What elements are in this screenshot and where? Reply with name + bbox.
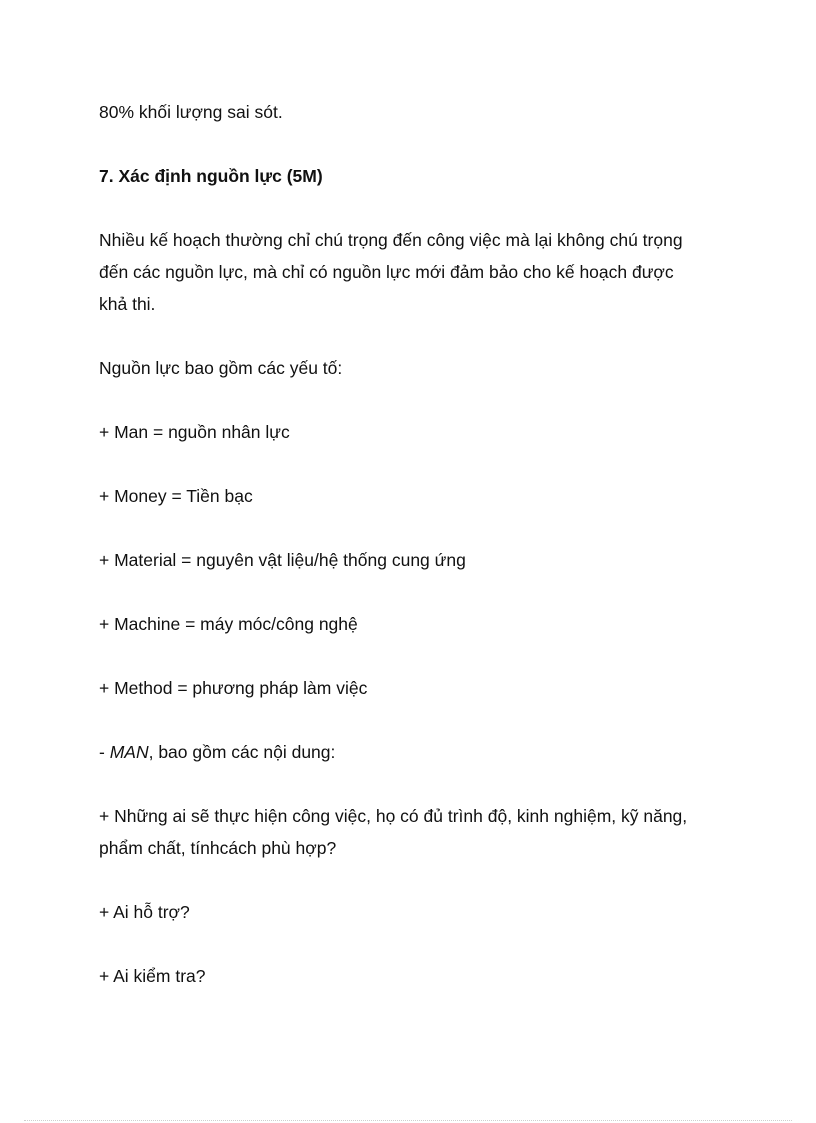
- man-intro-emphasis: MAN: [109, 742, 149, 762]
- page-bottom-divider: [24, 1120, 792, 1121]
- paragraph-man-intro: [99, 736, 696, 768]
- paragraph-continuation: 80% khối lượng sai sót.: [99, 102, 283, 122]
- list-item-material: + Material = nguyên vật liệu/hệ thống cung ứng: [99, 550, 466, 570]
- paragraph-resources-lead: Nguồn lực bao gồm các yếu tố:: [99, 358, 343, 378]
- man-intro-suffix: , bao gồm các nội dung:: [148, 742, 336, 762]
- man-item-support: + Ai hỗ trợ?: [99, 902, 190, 922]
- list-item-money: + Money = Tiền bạc: [99, 486, 253, 506]
- section-heading: 7. Xác định nguồn lực (5M): [99, 166, 323, 186]
- man-intro-prefix: -: [99, 742, 110, 762]
- list-item-man: + Man = nguồn nhân lực: [99, 422, 290, 442]
- paragraph-intro: Nhiều kế hoạch thường chỉ chú trọng đến công việc mà lại không chú trọng đến các nguồn lực, mà chỉ có nguồn lực mới đảm bảo cho kế hoạch được khả thi.: [99, 230, 683, 314]
- man-item-who: + Những ai sẽ thực hiện công việc, họ có đủ trình độ, kinh nghiệm, kỹ năng, phẩm chất, tínhcách phù hợp?: [99, 806, 688, 858]
- man-item-check: + Ai kiểm tra?: [99, 966, 206, 986]
- list-item-method: + Method = phương pháp làm việc: [99, 678, 368, 698]
- list-item-machine: + Machine = máy móc/công nghệ: [99, 614, 358, 634]
